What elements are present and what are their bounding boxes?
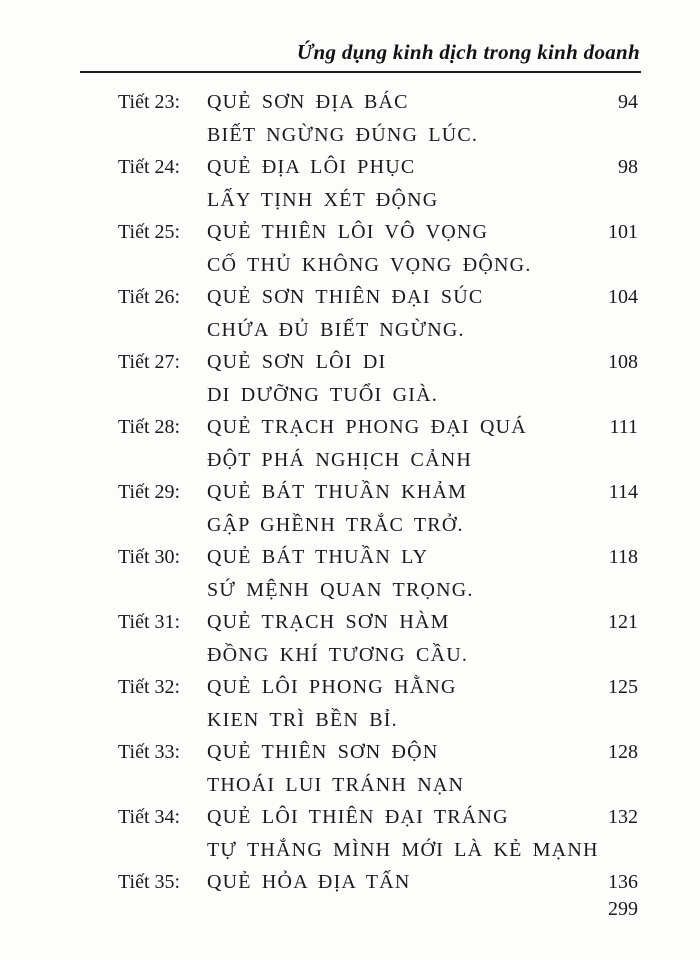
toc-entry-label: Tiết 29: bbox=[118, 481, 181, 503]
toc-entry bbox=[118, 736, 638, 801]
toc-entry-page: 136 bbox=[608, 871, 638, 893]
toc-entry-label: Tiết 34: bbox=[118, 806, 181, 828]
toc-entry-label: Tiết 30: bbox=[118, 546, 181, 568]
toc-entry-title: QUẺ BÁT THUẦN LY bbox=[207, 546, 429, 568]
toc-entry-label: Tiết 25: bbox=[118, 221, 181, 243]
toc-entry-label: Tiết 27: bbox=[118, 351, 181, 373]
toc-entry-title: QUẺ LÔI PHONG HẰNG bbox=[207, 676, 457, 698]
toc-entry bbox=[118, 216, 638, 281]
toc-entry bbox=[118, 281, 638, 346]
toc-entry-subtitle: TỰ THẮNG MÌNH MỚI LÀ KẺ MẠNH bbox=[207, 838, 599, 861]
toc-entry-page: 111 bbox=[609, 416, 638, 438]
toc-entry-label: Tiết 35: bbox=[118, 871, 181, 893]
toc-entry-page: 94 bbox=[618, 91, 638, 113]
toc-entry bbox=[118, 606, 638, 671]
toc-entry-label: Tiết 23: bbox=[118, 91, 181, 113]
toc-entry bbox=[118, 801, 638, 866]
toc-entry-subtitle: BIẾT NGỪNG ĐÚNG LÚC. bbox=[207, 123, 479, 146]
toc-entry-title: QUẺ TRẠCH PHONG ĐẠI QUÁ bbox=[207, 416, 527, 438]
toc-entry-label: Tiết 24: bbox=[118, 156, 181, 178]
toc-entry-label: Tiết 26: bbox=[118, 286, 181, 308]
toc-entry-label: Tiết 31: bbox=[118, 611, 181, 633]
toc-entry-title: QUẺ SƠN THIÊN ĐẠI SÚC bbox=[207, 286, 484, 308]
toc-entry-subtitle: LẤY TỊNH XÉT ĐỘNG bbox=[207, 188, 439, 211]
toc-entry-title: QUẺ SƠN LÔI DI bbox=[207, 351, 387, 373]
toc-entry-title: QUẺ THIÊN LÔI VÔ VỌNG bbox=[207, 221, 489, 243]
toc-entry bbox=[118, 476, 638, 541]
toc-entry-subtitle: CỐ THỦ KHÔNG VỌNG ĐỘNG. bbox=[207, 253, 532, 276]
page-number: 299 bbox=[608, 898, 638, 920]
toc-entry-subtitle: KIEN TRÌ BỀN BỈ. bbox=[207, 708, 398, 731]
toc-entry bbox=[118, 411, 638, 476]
toc-entry-page: 125 bbox=[608, 676, 638, 698]
toc-entry-page: 132 bbox=[608, 806, 638, 828]
toc-entry bbox=[118, 541, 638, 606]
toc-entry-title: QUẺ THIÊN SƠN ĐỘN bbox=[207, 741, 439, 763]
toc-entry-page: 114 bbox=[608, 481, 638, 503]
toc-entry-label: Tiết 33: bbox=[118, 741, 181, 763]
toc-entry-page: 108 bbox=[608, 351, 638, 373]
toc-entry bbox=[118, 866, 638, 899]
running-head: Ứng dụng kinh dịch trong kinh doanh bbox=[296, 40, 640, 64]
toc-entry-label: Tiết 32: bbox=[118, 676, 181, 698]
header-rule bbox=[80, 71, 641, 73]
toc-entry-subtitle: ĐỘT PHÁ NGHỊCH CẢNH bbox=[207, 448, 472, 471]
toc-entry-label: Tiết 28: bbox=[118, 416, 181, 438]
toc-entry-title: QUẺ HỎA ĐỊA TẤN bbox=[207, 871, 411, 893]
toc-entry-subtitle: ĐỒNG KHÍ TƯƠNG CẦU. bbox=[207, 643, 469, 666]
toc-entry-page: 101 bbox=[608, 221, 638, 243]
toc-entry-subtitle: THOÁI LUI TRÁNH NẠN bbox=[207, 773, 465, 796]
toc-entry-title: QUẺ BÁT THUẦN KHẢM bbox=[207, 481, 468, 503]
toc-entry-subtitle: DI DƯỠNG TUỔI GIÀ. bbox=[207, 383, 438, 406]
toc-entry-subtitle: CHỨA ĐỦ BIẾT NGỪNG. bbox=[207, 318, 465, 341]
table-of-contents bbox=[118, 86, 638, 899]
toc-entry-page: 128 bbox=[608, 741, 638, 763]
toc-entry-title: QUẺ ĐỊA LÔI PHỤC bbox=[207, 156, 416, 178]
toc-entry bbox=[118, 86, 638, 151]
toc-entry-title: QUẺ SƠN ĐỊA BÁC bbox=[207, 91, 409, 113]
toc-entry-subtitle: GẬP GHỀNH TRẮC TRỞ. bbox=[207, 513, 464, 536]
toc-entry-page: 104 bbox=[608, 286, 638, 308]
toc-entry-page: 118 bbox=[608, 546, 638, 568]
toc-entry-page: 121 bbox=[608, 611, 638, 633]
toc-entry-page: 98 bbox=[618, 156, 638, 178]
toc-entry-title: QUẺ TRẠCH SƠN HÀM bbox=[207, 611, 450, 633]
toc-entry bbox=[118, 346, 638, 411]
toc-entry bbox=[118, 671, 638, 736]
toc-entry-title: QUẺ LÔI THIÊN ĐẠI TRÁNG bbox=[207, 806, 509, 828]
toc-entry bbox=[118, 151, 638, 216]
toc-entry-subtitle: SỨ MỆNH QUAN TRỌNG. bbox=[207, 578, 474, 601]
